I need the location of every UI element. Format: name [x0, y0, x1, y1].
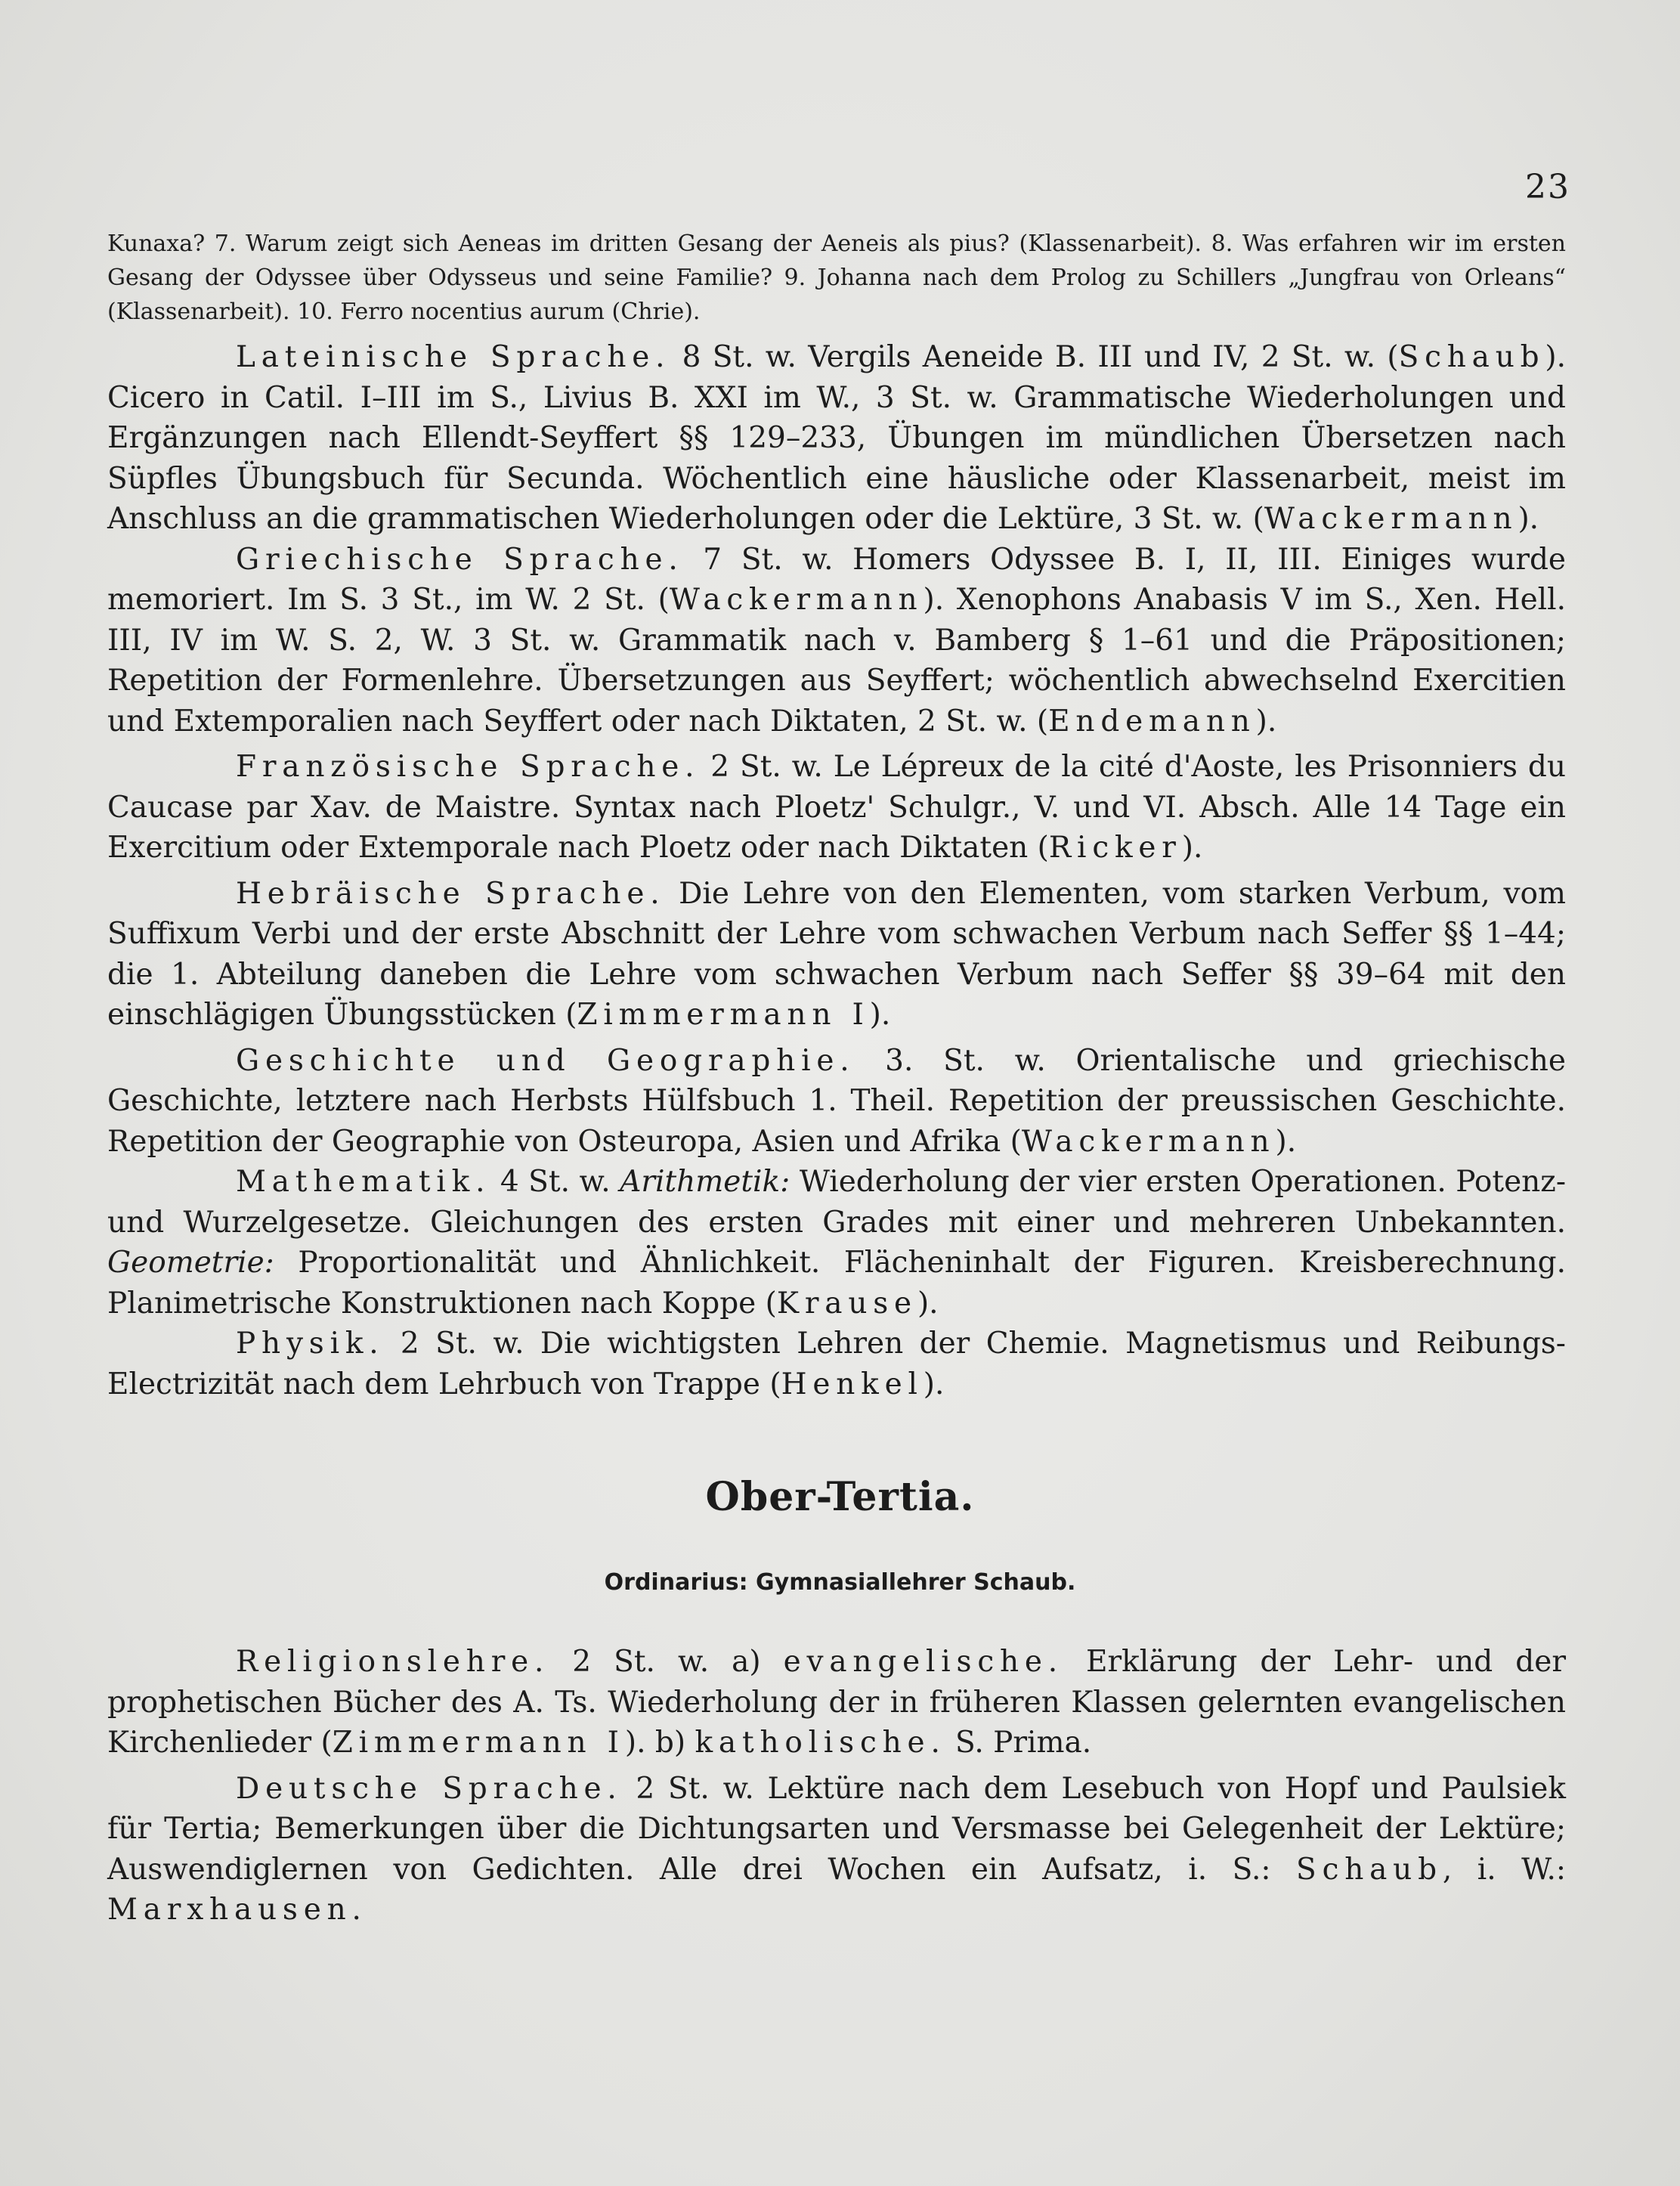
subject-history: Geschichte und Geographie. 3. St. w. Orientalische und griechische Geschichte, letztere nach Herbsts Hülfsbuch 1. Theil. Repetition der preussischen Geschichte. Repetition der Geographie von Osteuropa, Asien und Afrika (Wackermann).: [107, 1043, 1567, 1159]
teacher-name: Krause: [776, 1286, 917, 1321]
intro-paragraph: [107, 227, 1566, 329]
subject-latin: Lateinische Sprache. 8 St. w. Vergils Aeneide B. III und IV, 2 St. w. (Schaub). Cicero in Catil. I–III im S., Livius B. XXI im W., 3 St. w. Grammatische Wiederholungen und Ergänzungen nach Ellendt-Seyffert §§ 129–233, Übungen im mündlichen Übersetzen nach Süpfles Übungsbuch für Secunda. Wöchentlich eine häusliche oder Klassenarbeit, meist im Anschluss an die grammatischen Wiederholungen oder die Lektüre, 3 St. w. (Wackermann).: [107, 340, 1566, 536]
teacher-name: Wackermann: [1021, 1124, 1276, 1159]
page-number: 23: [1525, 168, 1570, 206]
section-title: Ober-Tertia.: [705, 1474, 975, 1520]
subject-hebrew: Hebräische Sprache. Die Lehre von den Elementen, vom starken Verbum, vom Suffixum Verbi und der erste Abschnitt der Lehre vom schwachen Verbum nach Seffer §§ 1–44; die 1. Abteilung daneben die Lehre vom schwachen Verbum nach Seffer §§ 39–64 mit den einschlägigen Übungsstücken (Zimmermann I).: [107, 876, 1566, 1032]
subject-physics: Physik. 2 St. w. Die wichtigsten Lehren der Chemie. Magnetismus und Reibungs-Electrizität nach dem Lehrbuch von Trappe (Henkel).: [107, 1327, 1566, 1401]
denomination-label: evangelische.: [783, 1645, 1063, 1679]
subtopic-label: Arithmetik:: [620, 1165, 790, 1199]
subject-heading: Hebräische Sprache.: [236, 876, 666, 911]
teacher-name: Wackermann: [1264, 502, 1518, 536]
subject-heading: Geschichte und Geographie.: [236, 1043, 855, 1078]
subject-french: Französische Sprache. 2 St. w. Le Lépreux de la cité d'Aoste, les Prisonniers du Caucase par Xav. de Maistre. Syntax nach Ploetz' Schulgr., V. und VI. Absch. Alle 14 Tage ein Exercitium oder Extemporale nach Ploetz oder nach Diktaten (Ricker).: [107, 750, 1566, 865]
subject-heading: Französische Sprache.: [236, 750, 701, 784]
teacher-name: Endemann: [1048, 704, 1256, 738]
teacher-name: Schaub: [1296, 1852, 1443, 1887]
teacher-name: Zimmermann I: [577, 998, 870, 1032]
teacher-name: Marxhausen: [107, 1893, 352, 1927]
teacher-name: Schaub: [1398, 340, 1545, 374]
teacher-name: Henkel: [781, 1367, 924, 1401]
teacher-name: Zimmermann I: [332, 1726, 625, 1760]
subtopic-label: Geometrie:: [107, 1246, 274, 1280]
intro-text: Kunaxa? 7. Warum zeigt sich Aeneas im dritten Gesang der Aeneis als pius? (Klassenarbeit). 8. Was erfahren wir im ersten Gesang der Odyssee über Odysseus und seine Familie? 9. Johanna nach dem Prolog zu Schillers „Jungfrau von Orleans“ (Klassenarbeit). 10. Ferro nocentius aurum (Chrie).: [107, 231, 1566, 325]
subject-heading: Lateinische Sprache.: [236, 340, 671, 374]
subject-math: Mathematik. 4 St. w. Arithmetik: Wiederholung der vier ersten Operationen. Potenz- und Wurzelgesetze. Gleichungen des ersten Grades mit einer und mehreren Unbekannten. Geometrie: Proportionalität und Ähnlichkeit. Flächeninhalt der Figuren. Kreisberechnung. Planimetrische Konstruktionen nach Koppe (Krause).: [107, 1165, 1566, 1321]
tertia-subjects: [107, 1642, 1566, 1931]
subject-greek: Griechische Sprache. 7 St. w. Homers Odyssee B. I, II, III. Einiges wurde memoriert. Im S. 3 St., im W. 2 St. (Wackermann). Xenophons Anabasis V im S., Xen. Hell. III, IV im W. S. 2, W. 3 St. w. Grammatik nach v. Bamberg § 1–61 und die Präpositionen; Repetition der Formenlehre. Übersetzungen aus Seyffert; wöchentlich abwechselnd Exercitien und Extemporalien nach Seyffert oder nach Diktaten, 2 St. w. (Endemann).: [107, 542, 1567, 738]
ordinarius-line: Ordinarius: Gymnasiallehrer Schaub.: [604, 1569, 1076, 1596]
subject-religion: Religionslehre. 2 St. w. a) evangelische. Erklärung der Lehr- und der prophetischen Bücher des A. Ts. Wiederholung der in früheren Klassen gelernten evangelischen Kirchenlieder (Zimmermann I). b) katholische. S. Prima.: [107, 1645, 1566, 1760]
teacher-name: Ricker: [1048, 831, 1182, 865]
subject-german: Deutsche Sprache. 2 St. w. Lektüre nach dem Lesebuch von Hopf und Paulsiek für Tertia; Bemerkungen über die Dichtungsarten und Versmasse bei Gelegenheit der Lektüre; Auswendiglernen von Gedichten. Alle drei Wochen ein Aufsatz, i. S.: Schaub, i. W.: Marxhausen.: [107, 1771, 1566, 1927]
subject-heading: Griechische Sprache.: [236, 542, 684, 577]
subject-heading: Physik.: [236, 1327, 385, 1361]
teacher-name: Wackermann: [669, 583, 924, 617]
denomination-label: katholische.: [695, 1726, 946, 1760]
subject-heading: Religionslehre.: [236, 1645, 550, 1679]
subject-heading: Deutsche Sprache.: [236, 1771, 623, 1806]
subject-heading: Mathematik.: [236, 1165, 491, 1199]
secunda-subjects: [107, 337, 1566, 1404]
